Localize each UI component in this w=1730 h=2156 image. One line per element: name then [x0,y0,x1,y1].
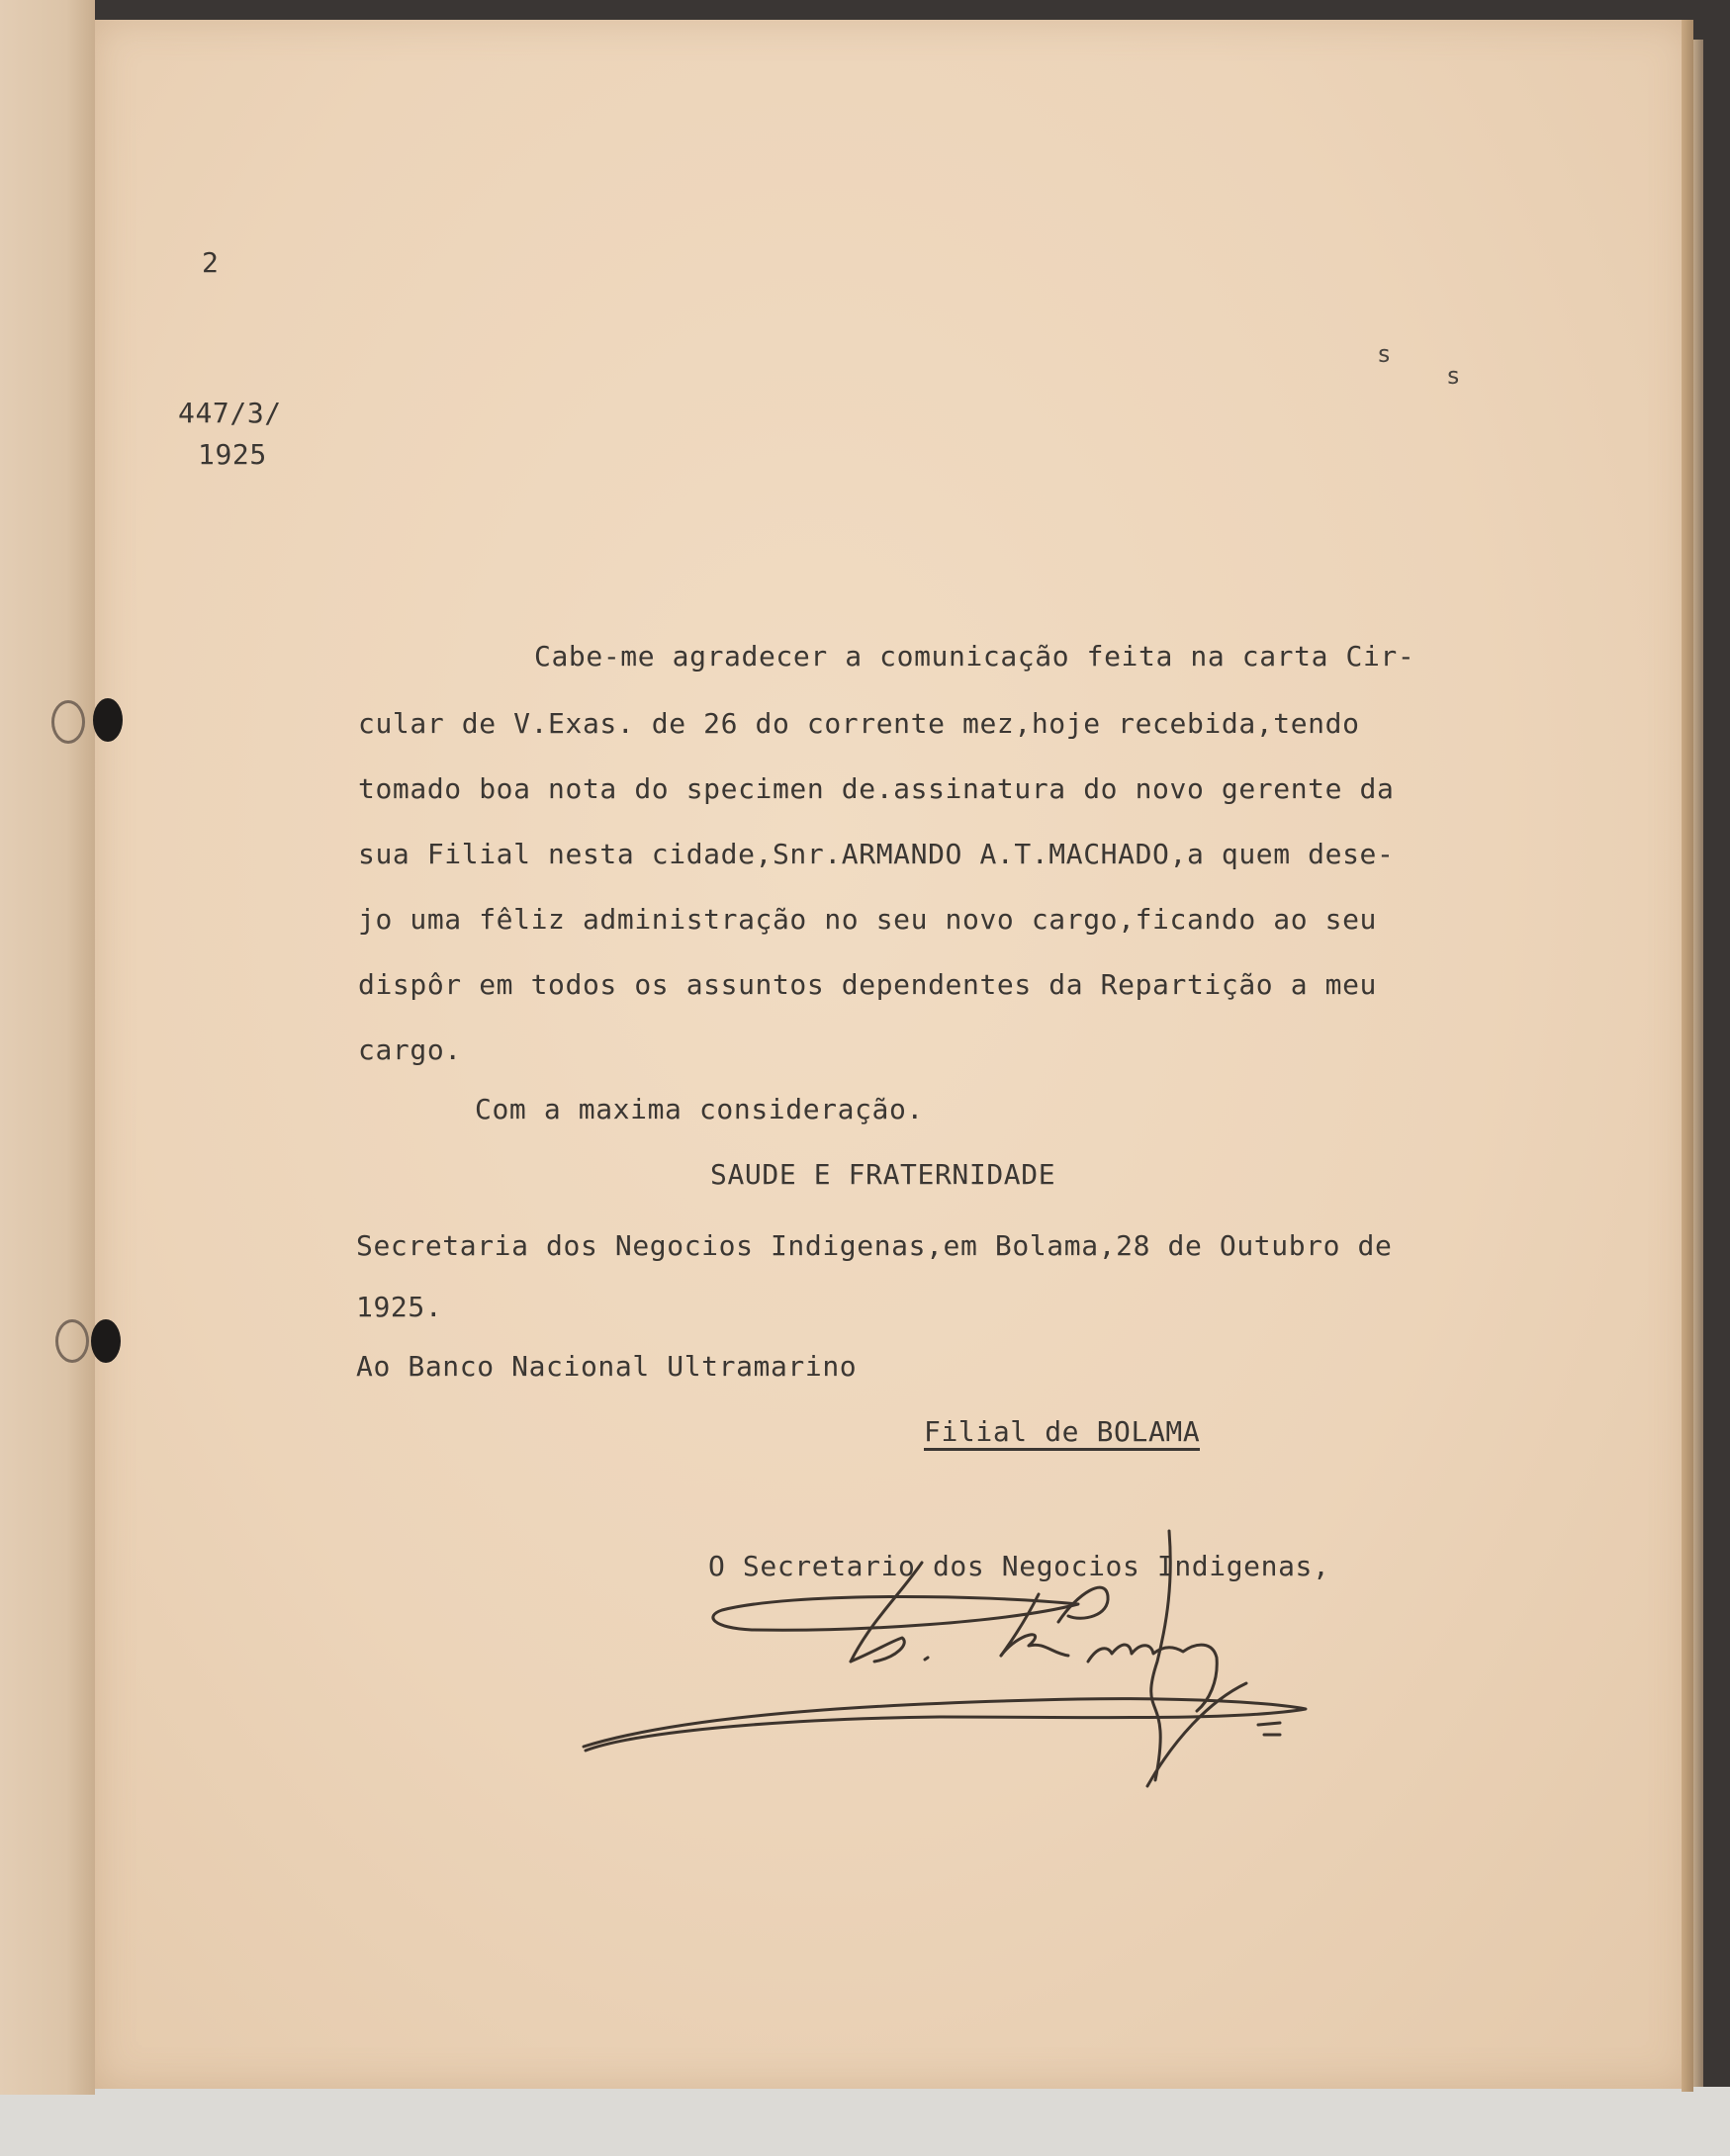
signatory-title: O Secretario dos Negocios Indigenas, [708,1550,1330,1582]
body-line: Cabe-me agradecer a comunicação feita na carta Cir- [534,640,1415,673]
place-date-line: Secretaria dos Negocios Indigenas,em Bolama,28 de Outubro de [356,1229,1393,1262]
place-date-year: 1925. [356,1291,443,1323]
body-line: sua Filial nesta cidade,Snr.ARMANDO A.T.MACHADO,a quem dese- [358,838,1395,870]
body-line: jo uma fêliz administração no seu novo cargo,ficando ao seu [358,903,1377,936]
reference-number: 447/3/ [178,397,282,429]
body-line: dispôr em todos os assuntos dependentes da Repartição a meu [358,968,1377,1001]
body-line: tomado boa nota do specimen de.assinatura do novo gerente da [358,772,1395,805]
body-line: cular de V.Exas. de 26 do corrente mez,hoje recebida,tendo [358,707,1360,740]
addressee-branch: Filial de BOLAMA [924,1418,1200,1451]
closing-line: Com a maxima consideração. [475,1093,924,1125]
reference-year: 1925 [198,438,267,471]
motto: SAUDE E FRATERNIDADE [710,1158,1056,1191]
addressee-line: Ao Banco Nacional Ultramarino [356,1350,858,1383]
body-line: cargo. [358,1033,462,1066]
page-number: 2 [202,246,220,279]
margin-mark: s [1446,362,1462,390]
margin-mark: s [1377,340,1393,368]
